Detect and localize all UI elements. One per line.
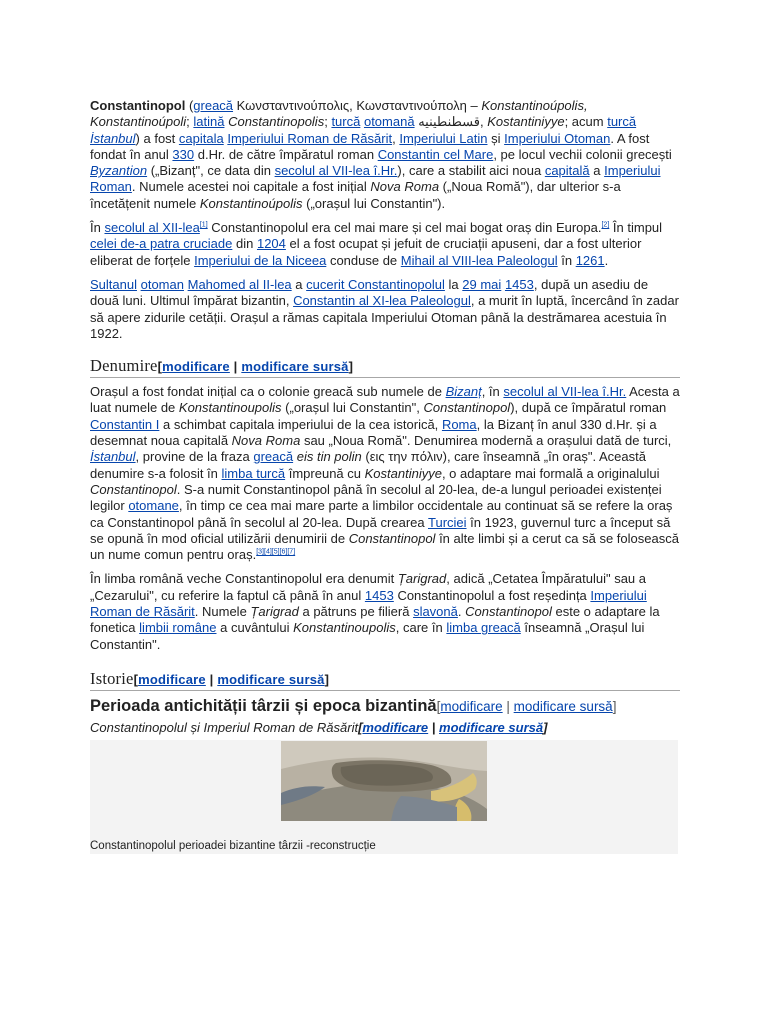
edit-links: [modificare | modificare sursă] [157, 359, 354, 375]
link-greaca[interactable]: greacă [193, 98, 234, 113]
link-mihail-paleologul[interactable]: Mihail al VIII-lea Paleologul [400, 252, 558, 268]
link-1261[interactable]: 1261 [575, 252, 605, 268]
link-constantin-xi[interactable]: Constantin al XI-lea Paleologul [293, 293, 471, 309]
edit-links: [modificare | modificare sursă] [133, 671, 330, 687]
link-imperiul-roman[interactable]: Imperiului Roman [90, 163, 661, 195]
link-istanbul[interactable]: İstanbul [90, 130, 136, 146]
edit-source-link[interactable]: modificare sursă [513, 698, 613, 714]
section-heading-istorie: Istorie[modificare | modificare sursă] [90, 669, 680, 691]
constantinople-reconstruction-image[interactable] [281, 741, 487, 821]
link-secolul-vii-2[interactable]: secolul al VII-lea î.Hr. [503, 384, 627, 400]
intro-paragraph-1: Constantinopol (greacă Κωνσταντινούπολις, Κωνσταντινούπολη – Konstantinoúpolis, Konstantinoúpoli; latină Constantinopolis; turcă otomană قسطنطينيه, Kostantiniyye; acum turcă İstanbul) a fost capitala Imperiului Roman de Răsărit, Imperiului Latin și Imperiului Otoman. A fost fondat în anul 330 d.Hr. de către împăratul roman Constantin cel Mare, pe locul vechii colonii grecești Byzantion („Bizanț", ce data din secolul al VII-lea î.Hr.), care a stabilit aici noua capitală a Imperiului Roman. Numele acestei noi capitale a fost inițial Nova Roma („Noua Romă"), dar ulterior s-a încetățenit numele Konstantinoúpolis („orașul lui Constantin"). [90, 98, 672, 211]
denumire-paragraph-1: Orașul a fost fondat inițial ca o colonie greacă sub numele de Bizanț, în secolul al VII-lea î.Hr. Acesta a luat numele de Konstantinoupolis („orașul lui Constantin", Constantinopol), după ce împăratul roman Constantin I a schimbat capitala imperiului de la cea istorică, Roma, la Bizanț în anul 330 d.Hr. și a desemnat noua capitală Nova Roma sau „Noua Romă". Denumirea modernă a orașului dată de turci, İstanbul, provine de la fraza greacă eis tin polin (εις την πόλιν), care înseamnă „în oraș". Această denumire s-a folosit în limba turcă împreună cu Kostantiniyye, o adaptare mai formală a originalului Constantinopol. S-a numit Constantinopol până în secolul al 20-lea, de-a lungul perioadei existenței legilor otomane, în timp ce cea mai mare parte a limbilor occidentale au continuat să se refere la oraș ca Constantinopol până în secolul al 20-lea. După crearea Turciei în 1923, guvernul turc a început să se opună în mod oficial utilizării denumirii de Constantinopol în alte limbi și a cerut ca să se folosească un nume comun pentru oraș.[3][4][5][6][7] [90, 384, 680, 563]
link-imperiul-niceea[interactable]: Imperiului de la Niceea [194, 252, 327, 268]
link-greaca-2[interactable]: greacă [253, 449, 294, 465]
link-turciei[interactable]: Turciei [428, 514, 467, 530]
edit-link[interactable]: modificare [362, 719, 429, 735]
link-capitala[interactable]: capitala [178, 130, 224, 146]
article-title: Constantinopol [90, 98, 186, 113]
section-heading-denumire: Denumire[modificare | modificare sursă] [90, 356, 680, 378]
intro-paragraph-3: Sultanul otoman Mahomed al II-lea a cucerit Constantinopolul la 29 mai 1453, după un asediu de două luni. Ultimul împărat bizantin, Constantin al XI-lea Paleologul, a murit în luptă, încercând în zadar să apere zidurile cetății. Orașul a rămas capitala Imperiului Otoman până la destrămarea acestuia în 1922. [90, 276, 679, 341]
reference-1[interactable]: [1] [199, 221, 208, 229]
figure-caption: Constantinopolul perioadei bizantine târzii -reconstrucție [90, 839, 376, 852]
latinized-names: Konstantinoúpolis, Konstantinoúpoli [90, 98, 588, 130]
link-otomane[interactable]: otomane [128, 498, 179, 514]
link-imperiul-roman-de-rasarit-2[interactable]: Imperiului Roman de Răsărit [90, 587, 647, 620]
link-cruciada[interactable]: celei de-a patra cruciade [90, 236, 233, 252]
link-secolul-vii[interactable]: secolul al VII-lea î.Hr. [274, 163, 398, 179]
link-constantin-cel-mare[interactable]: Constantin cel Mare [377, 146, 494, 162]
link-1453-2[interactable]: 1453 [364, 587, 394, 603]
link-secolul-xii[interactable]: secolul al XII-lea [104, 220, 200, 236]
reference-2[interactable]: [2] [601, 221, 610, 229]
article-content [90, 98, 680, 854]
ottoman-name: قسطنطينيه [418, 114, 480, 130]
link-byzantion[interactable]: Byzantion [90, 163, 148, 179]
link-turca-2[interactable]: turcă [607, 114, 637, 130]
subsubsection-heading: Constantinopolul și Imperiul Roman de Răsărit[modificare | modificare sursă] [90, 719, 548, 735]
link-constantin-i[interactable]: Constantin I [90, 416, 160, 432]
link-roma[interactable]: Roma [441, 416, 477, 432]
link-imperiul-roman-de-rasarit[interactable]: Imperiului Roman de Răsărit [227, 130, 393, 146]
subsection-heading-perioada: Perioada antichității târzii și epoca bizantină[modificare | modificare sursă] [90, 696, 617, 715]
denumire-paragraph-2: În limba română veche Constantinopolul era denumit Țarigrad, adică „Cetatea Împăratului" sau a „Cezarului", cu referire la faptul că până în anul 1453 Constantinopolul a fost reședința Imperiului Roman de Răsărit. Numele Țarigrad a pătruns pe filieră slavonă. Constantinopol este o adaptare la fonetica limbii române a cuvântului Konstantinoupolis, care în limba greacă înseamnă „Orașul lui Constantin". [90, 571, 660, 652]
figure [90, 740, 678, 854]
edit-links: [modificare | modificare sursă] [358, 719, 548, 735]
link-330[interactable]: 330 [172, 146, 195, 162]
edit-source-link[interactable]: modificare sursă [439, 719, 544, 735]
link-1204[interactable]: 1204 [256, 236, 286, 252]
link-latina[interactable]: latină [193, 114, 225, 130]
edit-source-link[interactable]: modificare sursă [217, 671, 325, 687]
link-turca[interactable]: turcă [331, 114, 361, 130]
references-3-7[interactable]: [3][4][5][6][7] [256, 548, 296, 556]
link-imperiul-latin[interactable]: Imperiului Latin [399, 130, 488, 146]
link-cucerit[interactable]: cucerit Constantinopolul [306, 276, 445, 292]
link-limbii-romane[interactable]: limbii române [139, 620, 217, 636]
edit-link[interactable]: modificare [162, 359, 230, 375]
edit-link[interactable]: modificare [138, 671, 206, 687]
city-aerial-illustration [281, 741, 487, 821]
link-otomana[interactable]: otomană [363, 114, 415, 130]
link-imperiul-otoman[interactable]: Imperiului Otoman [504, 130, 611, 146]
link-istanbul-2[interactable]: İstanbul [90, 449, 136, 465]
link-1453[interactable]: 1453 [504, 276, 534, 292]
greek-name: Κωνσταντινούπολις, Κωνσταντινούπολη [236, 98, 467, 113]
link-capitala-2[interactable]: capitală [544, 163, 590, 179]
link-slavona[interactable]: slavonă [413, 604, 458, 620]
link-bizant[interactable]: Bizanț [445, 384, 482, 400]
link-limba-turca[interactable]: limba turcă [221, 465, 286, 481]
intro-paragraph-2: În secolul al XII-lea[1] Constantinopolul era cel mai mare și cel mai bogat oraș din Europa.[2] În timpul celei de-a patra cruciade din 1204 el a fost ocupat și jefuit de cruciații apuseni, dar a fost ulterior eliberat de forțele Imperiului de la Niceea conduse de Mihail al VIII-lea Paleologul în 1261. [90, 220, 663, 268]
edit-source-link[interactable]: modificare sursă [241, 359, 349, 375]
edit-links: [modificare | modificare sursă] [436, 698, 617, 714]
edit-link[interactable]: modificare [440, 698, 503, 714]
link-sultanul[interactable]: Sultanul [90, 276, 137, 292]
link-mahomed[interactable]: Mahomed al II-lea [187, 276, 292, 292]
link-otoman[interactable]: otoman [140, 276, 184, 292]
link-29-mai[interactable]: 29 mai [462, 276, 502, 292]
link-limba-greaca[interactable]: limba greacă [446, 620, 521, 636]
